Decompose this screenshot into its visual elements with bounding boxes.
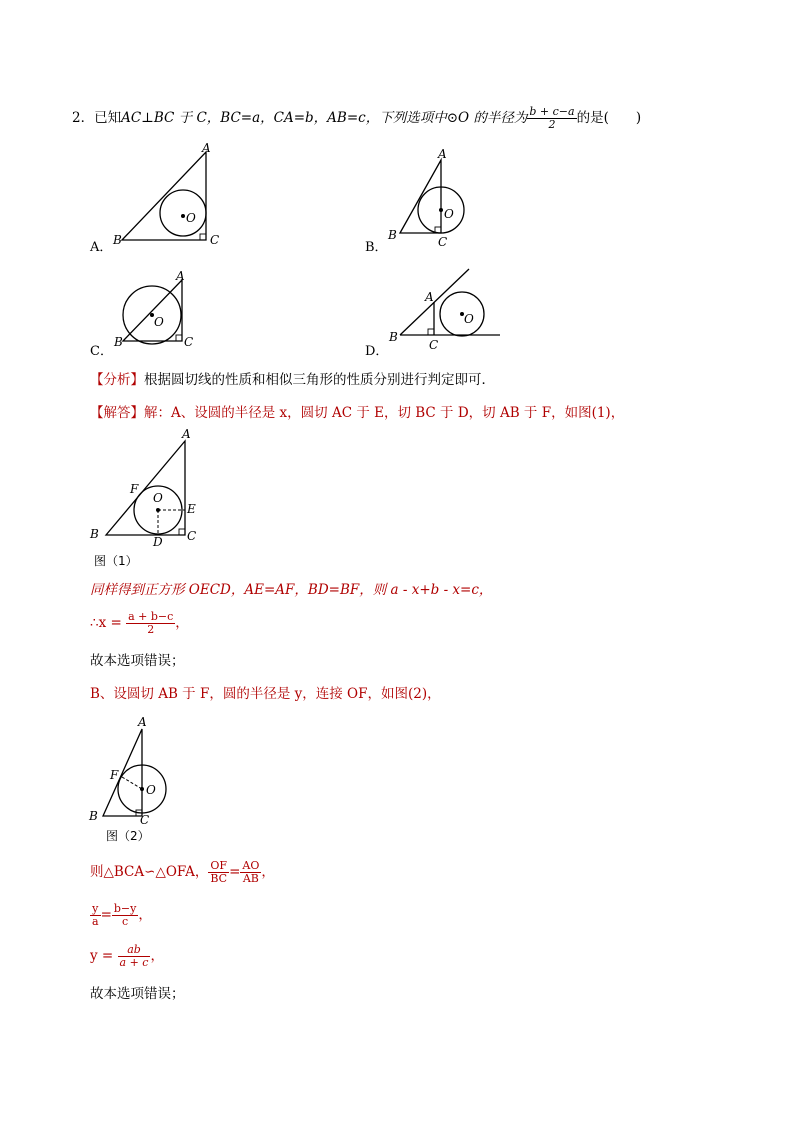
answer-line-7: y = $\frac{ab}{a + c}$ ， [90, 943, 164, 969]
option-d-figure [385, 265, 505, 355]
option-c-label: C． [90, 344, 113, 359]
svg-text:O: O [186, 211, 196, 225]
answer-wrong-1: 故本选项错误； [90, 653, 185, 669]
answer-line-5: 则△BCA∽△OFA， $\frac{OF}{BC}$ = $\frac{AO}{AB}$ ， [90, 859, 275, 885]
option-a-figure [110, 140, 230, 250]
svg-text:B: B [113, 233, 122, 247]
option-d-label: D． [365, 344, 389, 359]
svg-text:A: A [202, 141, 211, 155]
option-a-label: A． [90, 240, 113, 255]
svg-text:A: A [138, 715, 147, 729]
svg-text:C: C [187, 529, 197, 543]
answer-line-6: $\frac{y}{a}$ = $\frac{b-y}{c}$ ， [92, 902, 152, 928]
figure-1-caption: 图（1） [94, 554, 138, 568]
svg-text:F: F [130, 482, 139, 496]
svg-text:E: E [187, 502, 196, 516]
svg-text:O: O [146, 783, 156, 797]
figure-2-caption: 图（2） [106, 829, 150, 843]
svg-text:B: B [114, 335, 123, 349]
svg-text:B: B [389, 330, 398, 344]
question-number: 2． [72, 110, 95, 126]
analysis: 【分析】根据圆切线的性质和相似三角形的性质分别进行判定即可． [90, 372, 495, 388]
svg-text:C: C [438, 235, 448, 249]
svg-text:C: C [140, 813, 150, 827]
option-b-figure [380, 145, 480, 255]
x-fraction: $\frac{a + b-c}{2}$ [128, 610, 174, 636]
svg-text:A: A [425, 290, 434, 304]
svg-text:O: O [153, 491, 163, 505]
answer-tag: 【解答】 [90, 405, 144, 421]
svg-text:A: A [182, 427, 191, 441]
analysis-tag: 【分析】 [90, 372, 144, 388]
svg-text:F: F [110, 768, 119, 782]
svg-text:A: A [176, 269, 185, 283]
svg-text:D: D [153, 535, 163, 549]
answer-line-4: B、设圆切 AB 于 F，圆的半径是 y，连接 OF，如图(2)， [90, 686, 441, 702]
svg-text:C: C [210, 233, 220, 247]
answer-line-2: 同样得到正方形 OECD，AE=AF，BD=BF，则 a - x+b - x=c， [90, 582, 493, 598]
answer-line-3: ∴x = $\frac{a + b-c}{2}$ ， [90, 610, 189, 636]
svg-text:B: B [90, 527, 99, 541]
option-c-figure [110, 268, 210, 353]
figure-1 [85, 422, 215, 552]
option-b-label: B． [365, 240, 388, 255]
question-stem: 2．已知AC⊥BC 于 C，BC=a，CA=b，AB=c，下列选项中⊙O 的半径为 $\frac{b + c-a}{2}$ 的是( ) [72, 105, 642, 131]
svg-text:C: C [184, 335, 194, 349]
answer-wrong-2: 故本选项错误； [90, 986, 185, 1002]
svg-text:O: O [154, 315, 164, 329]
radius-fraction: $\frac{b + c-a}{2}$ [529, 105, 575, 131]
svg-text:A: A [438, 147, 447, 161]
answer-line-1: 【解答】解：A、设圆的半径是 x，圆切 AC 于 E，切 BC 于 D，切 AB 于 F，如图(1)， [90, 405, 625, 421]
svg-text:O: O [444, 207, 454, 221]
svg-text:C: C [429, 338, 439, 352]
svg-text:O: O [464, 312, 474, 326]
figure-2 [85, 712, 185, 832]
question-conditions: AC⊥BC 于 C，BC=a，CA=b，AB=c，下列选项中⊙O 的半径为 [121, 110, 528, 126]
svg-text:B: B [388, 228, 397, 242]
svg-text:B: B [89, 809, 98, 823]
